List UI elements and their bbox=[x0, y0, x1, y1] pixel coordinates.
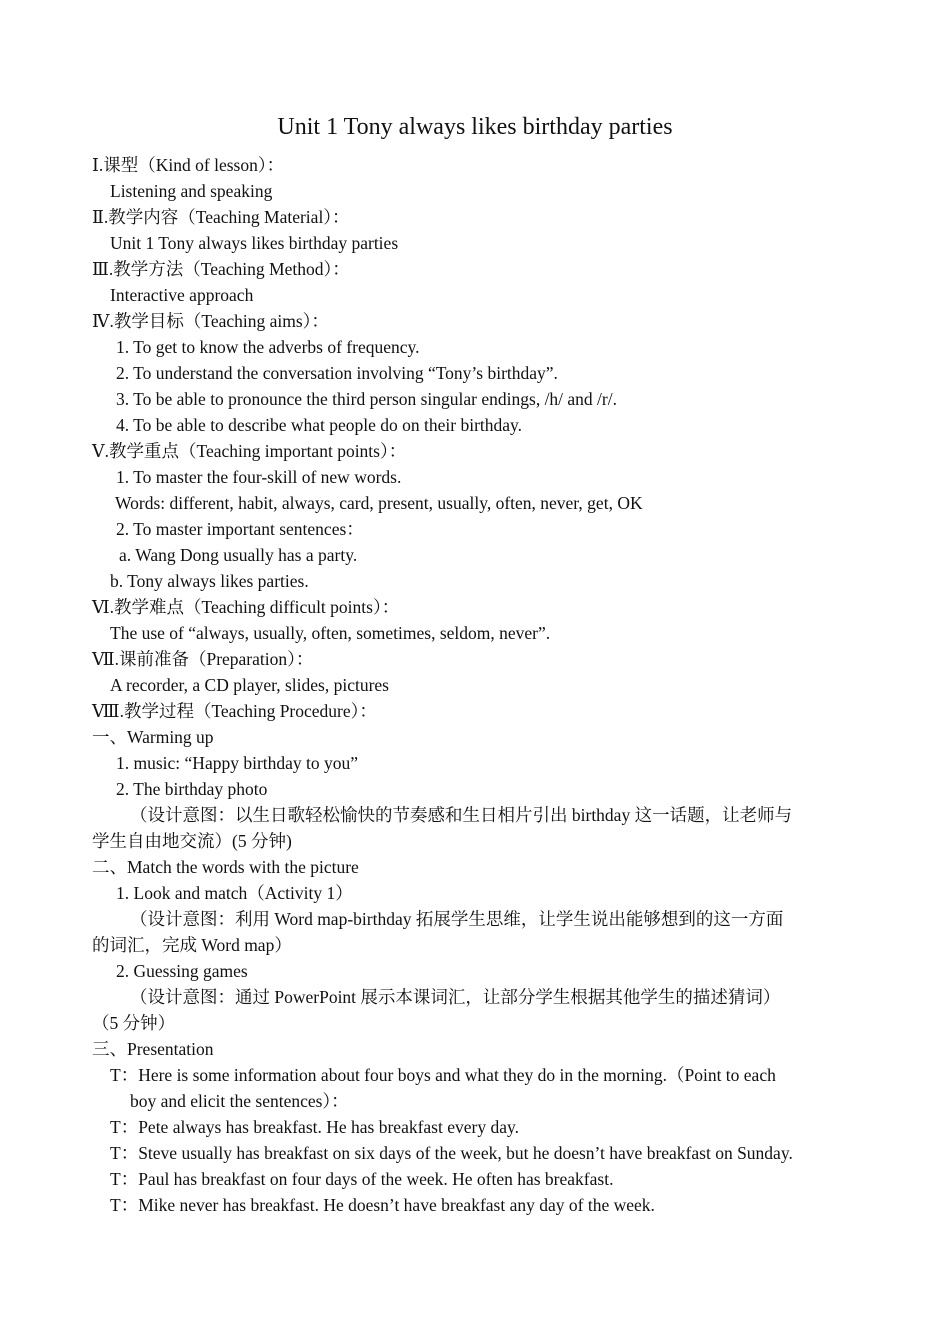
text-line: b. Tony always likes parties. bbox=[110, 571, 309, 591]
dialogue-line: T：Here is some information about four boys and what they do in the morning.（Point to each bbox=[110, 1065, 776, 1085]
list-item: 3. To be able to pronounce the third person singular endings, /h/ and /r/. bbox=[116, 389, 617, 409]
section-heading-kind: Ⅰ.课型（Kind of lesson）： bbox=[92, 155, 285, 175]
text-line: A recorder, a CD player, slides, pictures bbox=[110, 675, 389, 695]
list-item: 2. The birthday photo bbox=[116, 779, 268, 799]
dialogue-line: T：Paul has breakfast on four days of the week. He often has breakfast. bbox=[110, 1169, 614, 1189]
section-heading-procedure: Ⅷ.教学过程（Teaching Procedure）： bbox=[92, 701, 377, 721]
text-line: Unit 1 Tony always likes birthday parties bbox=[110, 233, 399, 253]
text-line: a. Wang Dong usually has a party. bbox=[119, 545, 358, 565]
section-heading-important-points: Ⅴ.教学重点（Teaching important points）： bbox=[92, 441, 407, 461]
dialogue-line: T：Steve usually has breakfast on six days of the week, but he doesn’t have breakfast on Sunday. bbox=[110, 1143, 793, 1163]
document-title: Unit 1 Tony always likes birthday parties bbox=[277, 114, 673, 140]
list-item: 2. To master important sentences： bbox=[116, 519, 364, 539]
section-heading-difficult-points: Ⅵ.教学难点（Teaching difficult points）： bbox=[92, 597, 400, 617]
list-item: 1. Look and match（Activity 1） bbox=[116, 883, 353, 903]
list-item: 1. To master the four-skill of new words. bbox=[116, 467, 402, 487]
step-heading: 一、Warming up bbox=[92, 727, 214, 747]
text-line: Interactive approach bbox=[110, 285, 254, 305]
list-item: 2. To understand the conversation involving “Tony’s birthday”. bbox=[116, 363, 558, 383]
step-heading: 二、Match the words with the picture bbox=[92, 857, 359, 877]
design-note: 学生自由地交流）(5 分钟) bbox=[92, 831, 292, 851]
section-heading-aims: Ⅳ.教学目标（Teaching aims）： bbox=[92, 311, 329, 331]
design-note: （5 分钟） bbox=[92, 1013, 176, 1033]
design-note: （设计意图：利用 Word map-birthday 拓展学生思维，让学生说出能够想到的这一方面 bbox=[130, 909, 784, 929]
design-note: （设计意图：通过 PowerPoint 展示本课词汇，让部分学生根据其他学生的描述猜词） bbox=[130, 987, 781, 1007]
section-heading-method: Ⅲ.教学方法（Teaching Method）： bbox=[92, 259, 350, 279]
step-heading: 三、Presentation bbox=[92, 1039, 214, 1059]
list-item: 2. Guessing games bbox=[116, 961, 248, 981]
list-item: 4. To be able to describe what people do on their birthday. bbox=[116, 415, 523, 435]
list-item: 1. music: “Happy birthday to you” bbox=[116, 753, 359, 773]
section-heading-material: Ⅱ.教学内容（Teaching Material）： bbox=[92, 207, 350, 227]
text-line: Words: different, habit, always, card, present, usually, often, never, get, OK bbox=[115, 493, 643, 513]
design-note: 的词汇，完成 Word map） bbox=[92, 935, 292, 955]
design-note: （设计意图：以生日歌轻松愉快的节奏感和生日相片引出 birthday 这一话题，让老师与 bbox=[130, 805, 793, 825]
dialogue-line: T：Pete always has breakfast. He has breakfast every day. bbox=[110, 1117, 519, 1137]
dialogue-line: T：Mike never has breakfast. He doesn’t have breakfast any day of the week. bbox=[110, 1195, 655, 1215]
text-line: Listening and speaking bbox=[110, 181, 273, 201]
dialogue-line: boy and elicit the sentences）： bbox=[130, 1091, 349, 1111]
section-heading-preparation: Ⅶ.课前准备（Preparation）： bbox=[92, 649, 314, 669]
text-line: The use of “always, usually, often, sometimes, seldom, never”. bbox=[110, 623, 551, 643]
list-item: 1. To get to know the adverbs of frequency. bbox=[116, 337, 420, 357]
